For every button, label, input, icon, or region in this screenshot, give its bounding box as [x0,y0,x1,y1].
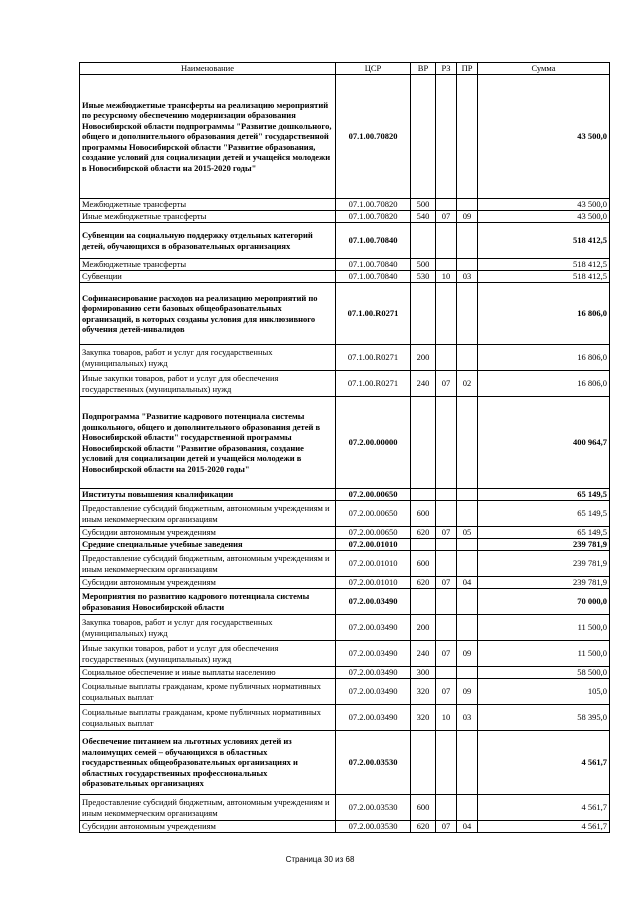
cell-sum: 11 500,0 [478,641,610,667]
header-row [80,63,610,75]
cell-vr: 620 [411,527,436,539]
cell-sum: 43 500,0 [478,199,610,211]
cell-rz [436,223,457,259]
cell-vr: 500 [411,199,436,211]
cell-rz [436,539,457,551]
cell-rz: 07 [436,211,457,223]
cell-csr: 07.1.00.70820 [336,211,411,223]
table-row [80,223,610,259]
cell-name: Обеспечение питанием на льготных условиях детей из малоимущих семей – обучающихся в областных государственных общеобразовательных организациях и областных государственных профессиональных образовательных организациях [80,731,336,795]
table-row [80,589,610,615]
cell-name: Субвенции на социальную поддержку отдельных категорий детей, обучающихся в образовательных организациях [80,223,336,259]
table-row [80,539,610,551]
cell-rz: 07 [436,641,457,667]
cell-rz [436,259,457,271]
cell-pr [457,397,478,489]
cell-vr [411,731,436,795]
cell-sum: 4 561,7 [478,821,610,833]
cell-pr [457,283,478,345]
cell-sum: 16 806,0 [478,345,610,371]
cell-name: Мероприятия по развитию кадрового потенциала системы образования Новосибирской области [80,589,336,615]
table-row [80,271,610,283]
cell-vr: 620 [411,577,436,589]
cell-name: Подпрограмма "Развитие кадрового потенциала системы дошкольного, общего и дополнительного образования детей в Новосибирской области" государственной программы Новосибирской области "Развитие образования, создание условий для социализации детей и учащейся молодежи в Новосибирской области на 2015-2020 годы" [80,397,336,489]
cell-pr [457,259,478,271]
cell-rz [436,397,457,489]
cell-vr [411,539,436,551]
cell-pr [457,501,478,527]
cell-sum: 58 395,0 [478,705,610,731]
cell-rz [436,489,457,501]
cell-pr [457,223,478,259]
cell-rz [436,615,457,641]
table-row [80,283,610,345]
table-row [80,667,610,679]
cell-csr: 07.1.00.70820 [336,75,411,199]
cell-csr: 07.2.00.03490 [336,705,411,731]
cell-pr [457,539,478,551]
cell-rz [436,283,457,345]
cell-rz [436,501,457,527]
cell-name: Субсидии автономным учреждениям [80,527,336,539]
cell-name: Субсидии автономным учреждениям [80,821,336,833]
cell-sum: 70 000,0 [478,589,610,615]
cell-name: Социальные выплаты гражданам, кроме публичных нормативных социальных выплат [80,705,336,731]
cell-rz: 07 [436,679,457,705]
table-row [80,679,610,705]
cell-sum: 65 149,5 [478,527,610,539]
cell-pr: 03 [457,271,478,283]
cell-csr: 07.1.00.R0271 [336,371,411,397]
cell-csr: 07.2.00.00000 [336,397,411,489]
cell-pr: 09 [457,641,478,667]
cell-pr [457,551,478,577]
table-row [80,731,610,795]
cell-vr: 620 [411,821,436,833]
cell-sum: 518 412,5 [478,259,610,271]
cell-sum: 43 500,0 [478,211,610,223]
cell-csr: 07.2.00.03530 [336,795,411,821]
table-row [80,345,610,371]
cell-pr [457,489,478,501]
cell-vr: 540 [411,211,436,223]
cell-pr: 05 [457,527,478,539]
cell-pr [457,731,478,795]
cell-name: Иные межбюджетные трансферты [80,211,336,223]
cell-vr [411,589,436,615]
cell-rz: 07 [436,371,457,397]
cell-pr: 03 [457,705,478,731]
cell-sum: 105,0 [478,679,610,705]
cell-rz [436,589,457,615]
cell-name: Иные закупки товаров, работ и услуг для обеспечения государственных (муниципальных) нужд [80,641,336,667]
cell-name: Предоставление субсидий бюджетным, автономным учреждениям и иным некоммерческим организациям [80,551,336,577]
cell-rz [436,345,457,371]
cell-rz: 07 [436,577,457,589]
cell-pr [457,199,478,211]
cell-sum: 43 500,0 [478,75,610,199]
budget-table [79,62,610,833]
cell-csr: 07.2.00.00650 [336,501,411,527]
cell-name: Социальное обеспечение и иные выплаты населению [80,667,336,679]
cell-pr [457,345,478,371]
table-row [80,527,610,539]
cell-csr: 07.1.00.70840 [336,271,411,283]
header-name: Наименование [80,63,336,75]
cell-rz: 10 [436,705,457,731]
table-row [80,795,610,821]
cell-csr: 07.2.00.03530 [336,731,411,795]
cell-vr [411,283,436,345]
cell-name: Институты повышения квалификации [80,489,336,501]
cell-rz [436,731,457,795]
cell-pr: 04 [457,821,478,833]
cell-name: Иные межбюджетные трансферты на реализацию мероприятий по ресурсному обеспечению модернизации образования Новосибирской области подпрограммы "Развитие дошкольного, общего и дополнительного образования детей" государственной программы Новосибирской области "Развитие образования, создание условий для социализации детей и учащейся молодежи в Новосибирской области на 2015-2020 годы" [80,75,336,199]
cell-csr: 07.2.00.03490 [336,615,411,641]
cell-vr: 300 [411,667,436,679]
page-footer: Страница 30 из 68 [285,855,355,864]
table-row [80,577,610,589]
cell-csr: 07.2.00.00650 [336,527,411,539]
cell-vr [411,223,436,259]
cell-vr [411,75,436,199]
cell-name: Предоставление субсидий бюджетным, автономным учреждениям и иным некоммерческим организациям [80,795,336,821]
cell-pr [457,615,478,641]
cell-pr: 02 [457,371,478,397]
cell-csr: 07.2.00.01010 [336,551,411,577]
cell-rz: 10 [436,271,457,283]
cell-vr [411,397,436,489]
header-sum: Сумма [478,63,610,75]
cell-name: Закупка товаров, работ и услуг для государственных (муниципальных) нужд [80,345,336,371]
cell-sum: 58 500,0 [478,667,610,679]
table-row [80,397,610,489]
cell-name: Социальные выплаты гражданам, кроме публичных нормативных социальных выплат [80,679,336,705]
cell-rz [436,199,457,211]
cell-vr [411,489,436,501]
cell-rz [436,551,457,577]
cell-vr: 200 [411,615,436,641]
cell-sum: 400 964,7 [478,397,610,489]
cell-sum: 239 781,9 [478,551,610,577]
cell-csr: 07.2.00.03490 [336,667,411,679]
cell-csr: 07.2.00.00650 [336,489,411,501]
cell-vr: 320 [411,679,436,705]
cell-csr: 07.1.00.70820 [336,199,411,211]
cell-name: Субсидии автономным учреждениям [80,577,336,589]
cell-sum: 239 781,9 [478,577,610,589]
cell-rz [436,667,457,679]
cell-sum: 65 149,5 [478,501,610,527]
cell-csr: 07.1.00.70840 [336,223,411,259]
cell-rz: 07 [436,821,457,833]
cell-name: Иные закупки товаров, работ и услуг для обеспечения государственных (муниципальных) нужд [80,371,336,397]
header-rz: РЗ [436,63,457,75]
cell-name: Закупка товаров, работ и услуг для государственных (муниципальных) нужд [80,615,336,641]
table-row [80,501,610,527]
table-row [80,821,610,833]
cell-name: Субвенции [80,271,336,283]
cell-sum: 4 561,7 [478,731,610,795]
cell-name: Межбюджетные трансферты [80,199,336,211]
header-csr: ЦСР [336,63,411,75]
table-row [80,211,610,223]
cell-rz [436,795,457,821]
cell-pr [457,75,478,199]
table-row [80,75,610,199]
cell-vr: 600 [411,795,436,821]
cell-pr [457,795,478,821]
cell-vr: 500 [411,259,436,271]
header-pr: ПР [457,63,478,75]
cell-sum: 16 806,0 [478,283,610,345]
cell-rz [436,75,457,199]
header-vr: ВР [411,63,436,75]
cell-csr: 07.2.00.01010 [336,577,411,589]
cell-pr [457,667,478,679]
table-row [80,371,610,397]
cell-csr: 07.2.00.01010 [336,539,411,551]
cell-sum: 518 412,5 [478,223,610,259]
cell-vr: 600 [411,551,436,577]
cell-sum: 65 149,5 [478,489,610,501]
cell-csr: 07.2.00.03490 [336,679,411,705]
cell-name: Предоставление субсидий бюджетным, автономным учреждениям и иным некоммерческим организациям [80,501,336,527]
cell-vr: 240 [411,641,436,667]
cell-name: Межбюджетные трансферты [80,259,336,271]
cell-sum: 518 412,5 [478,271,610,283]
cell-sum: 239 781,9 [478,539,610,551]
cell-pr: 09 [457,679,478,705]
cell-vr: 600 [411,501,436,527]
table-row [80,641,610,667]
cell-vr: 320 [411,705,436,731]
cell-csr: 07.1.00.R0271 [336,283,411,345]
cell-sum: 4 561,7 [478,795,610,821]
table-row [80,199,610,211]
cell-rz: 07 [436,527,457,539]
table-row [80,259,610,271]
cell-vr: 200 [411,345,436,371]
table-row [80,705,610,731]
table-row [80,615,610,641]
table-row [80,489,610,501]
cell-csr: 07.2.00.03490 [336,641,411,667]
cell-csr: 07.2.00.03490 [336,589,411,615]
cell-name: Средние специальные учебные заведения [80,539,336,551]
cell-vr: 240 [411,371,436,397]
cell-csr: 07.1.00.R0271 [336,345,411,371]
cell-csr: 07.1.00.70840 [336,259,411,271]
cell-pr: 04 [457,577,478,589]
table-body [80,75,610,833]
cell-vr: 530 [411,271,436,283]
cell-csr: 07.2.00.03530 [336,821,411,833]
cell-pr [457,589,478,615]
table-row [80,551,610,577]
cell-pr: 09 [457,211,478,223]
cell-name: Софинансирование расходов на реализацию мероприятий по формированию сети базовых общеобразовательных организаций, в которых созданы условия для инклюзивного обучения детей-инвалидов [80,283,336,345]
cell-sum: 11 500,0 [478,615,610,641]
cell-sum: 16 806,0 [478,371,610,397]
